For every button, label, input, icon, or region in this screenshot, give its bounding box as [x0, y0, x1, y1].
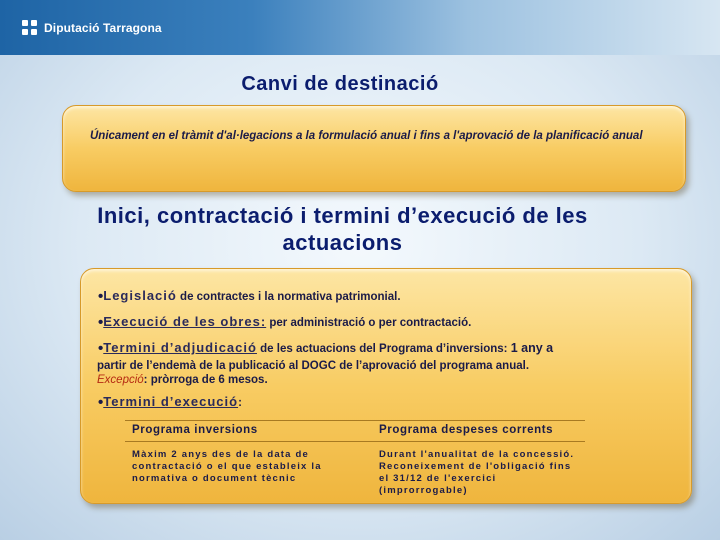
table-divider: [125, 420, 585, 421]
table-divider: [125, 441, 585, 442]
section-title-canvi: Canvi de destinació: [241, 73, 439, 95]
exception-label: Excepció: [97, 374, 144, 386]
deadline-table: [125, 420, 585, 496]
bullet-text: per administració o per contractació.: [266, 317, 472, 329]
logo: [22, 20, 162, 36]
bullet-icon: •: [98, 314, 104, 331]
table-cell-despeses: Durant l'anualitat de la concessió. Reconeixement de l'obligació fins el 31/12 de l'exercici (improrrogable): [379, 449, 575, 496]
bullet-key: Legislació: [103, 288, 177, 303]
bullet-key: Termini d’adjudicació: [103, 340, 257, 355]
brand-name: Diputació Tarragona: [44, 20, 162, 35]
bullet-icon: •: [98, 340, 104, 357]
bullet-text: de les actuacions del Programa d’inversions:: [256, 343, 511, 355]
bullet-legislacio: [98, 288, 401, 305]
bullet-icon: •: [98, 288, 104, 305]
bullet-text: :: [238, 397, 242, 409]
diputacio-logo-icon: [22, 20, 38, 36]
bullet-adjudicacio-cont: partir de l’endemà de la publicació al DOGC de l’aprovació del programa anual.: [97, 360, 530, 372]
bullet-text: de contractes i la normativa patrimonial.: [176, 291, 401, 303]
header-bar: [0, 0, 720, 55]
exception-text: : pròrroga de 6 mesos.: [143, 374, 268, 386]
bullet-key: Termini d’execució: [103, 394, 239, 409]
bullet-termini-adjudicacio: [98, 340, 553, 357]
bullet-icon: •: [98, 394, 104, 411]
table-header-inversions: Programa inversions: [132, 424, 258, 436]
bullet-emphasis: 1 any a: [510, 341, 554, 355]
table-header-despeses: Programa despeses corrents: [379, 424, 554, 436]
table-cell-inversions: Màxim 2 anys des de la data de contractació o el que estableix la normativa o document tècnic: [132, 449, 322, 484]
note-panel: [62, 105, 686, 192]
note-text: Únicament en el tràmit d'al·legacions a la formulació anual i fins a l'aprovació de la planificació anual: [90, 130, 643, 142]
exception-line: [97, 374, 268, 386]
bullet-termini-execucio: [98, 394, 242, 411]
section-title-inici: Inici, contractació i termini d’execució de les actuacions: [97, 203, 588, 255]
bullet-execucio-obres: [98, 314, 471, 331]
bullet-key: Execució de les obres:: [103, 314, 267, 329]
